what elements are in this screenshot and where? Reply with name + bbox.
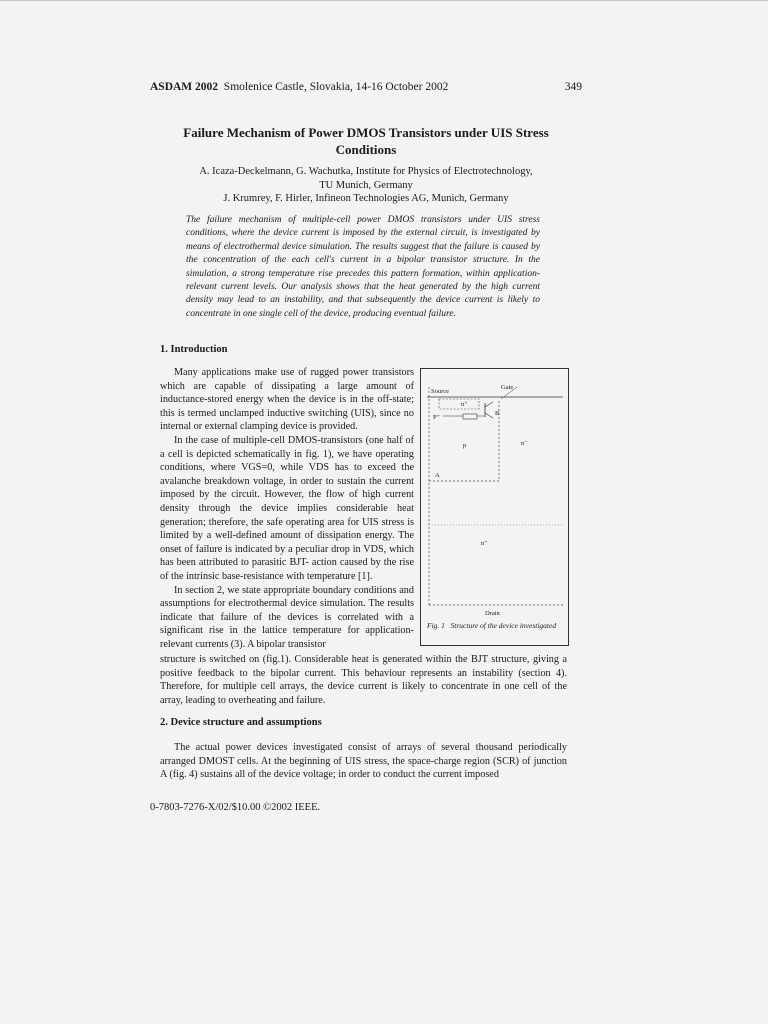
p-body-junction: [429, 401, 499, 481]
conference-name: ASDAM 2002: [150, 81, 219, 93]
author-block: [150, 165, 582, 206]
scan-edge-line: [0, 0, 768, 1]
title-line-2: Conditions: [335, 142, 397, 157]
label-drain: Drain: [485, 610, 500, 617]
intro-paragraph-3: In section 2, we state appropriate boundary conditions and assumptions for electrothermal device simulation. The results indicate that failure of the devices is correlated with a significant rise in the lattice temperature for application-relevant currents (3). A bipolar transistor: [160, 584, 414, 650]
nplus-source-region: [439, 399, 479, 409]
paper-title: [150, 124, 582, 158]
authors-line-3: J. Krumrey, F. Hirler, Infineon Technologies AG, Munich, Germany: [223, 193, 509, 204]
section-1-heading: 1. Introduction: [160, 344, 228, 355]
intro-paragraph-1: Many applications make use of rugged power transistors which are capable of dissipating a large amount of inductance-stored energy when the device is in the off-state; this is termed unclamped inductive switching (UIS), since no internal or external clamping device is provided.: [160, 367, 414, 433]
figure-1: [420, 368, 569, 646]
label-b: B: [495, 410, 500, 417]
bjt-collector-lead: [485, 402, 493, 407]
bjt-emitter-lead: [485, 413, 493, 418]
label-p: p: [463, 442, 467, 449]
copyright-footer: 0-7803-7276-X/02/$10.00 ©2002 IEEE.: [150, 802, 321, 813]
base-resistor-symbol: [463, 414, 477, 419]
running-header: [150, 81, 582, 93]
caption-text: Structure of the device investigated: [450, 621, 557, 630]
label-nplus-top: n⁺: [461, 401, 468, 408]
label-pplus: P⁺: [433, 414, 441, 421]
device-structure-diagram: [421, 369, 568, 619]
intro-continuation: [160, 653, 567, 707]
conference-location: Smolenice Castle, Slovakia, 14-16 October 2002: [223, 81, 449, 93]
intro-column: [160, 366, 414, 651]
page-number: 349: [564, 81, 582, 93]
intro-paragraph-3-continued: structure is switched on (fig.1). Considerable heat is generated within the BJT structure, giving a positive feedback to the bipolar current. This behaviour represents an instability (section 4). Therefore, for multiple cell arrays, the device current is likely to concentrate in one cell of the array, leading to overheating and failure.: [160, 654, 567, 706]
label-gate: Gate: [501, 384, 514, 391]
label-a: A: [435, 472, 440, 479]
section-2-heading: 2. Device structure and assumptions: [160, 717, 322, 728]
authors-line-1: A. Icaza-Deckelmann, G. Wachutka, Institute for Physics of Electrotechnology,: [199, 166, 533, 177]
figure-caption: [427, 621, 563, 630]
label-source: Source: [431, 388, 450, 395]
title-line-1: Failure Mechanism of Power DMOS Transistors under UIS Stress: [183, 125, 549, 140]
section-2-body: [160, 741, 567, 782]
abstract: The failure mechanism of multiple-cell power DMOS transistors under UIS stress conditions, where the device current is imposed by the external circuit, is investigated by means of electrothermal device simulation. The results suggest that the failure is caused by the concentration of the each cell's current in a bipolar transistor structure. In the simulation, a strong temperature rise precedes this pattern formation, within application-relevant current levels. Our analysis shows that the heat generated by the high current density may lead to an instability, and that subsequently the device current is likely to concentrate in one single cell of the device, producing eventual failure.: [186, 215, 540, 319]
authors-line-2: TU Munich, Germany: [319, 179, 413, 191]
label-n-minus: n⁻: [521, 440, 528, 447]
intro-paragraph-2: In the case of multiple-cell DMOS-transistors (one half of a cell is depicted schematically in fig. 1), we have operating conditions, where VGS=0, while VDS has to exceed the avalanche breakdown voltage, in order to sustain the current imposed by the circuit. However, the flow of high current density through the device implies considerable heat generation; therefore, the safe operating area for UIS stress is limited by a well-defined amount of dissipation energy. The onset of failure is indicated by a peculiar drop in VDS, which has been attributed to parasitic BJT- action caused by the rise of the intrinsic base-resistance with temperature [1].: [160, 434, 414, 582]
caption-number: Fig. 1: [427, 621, 445, 630]
label-nplus-substrate: n⁺: [481, 540, 488, 547]
section-2-paragraph-1: The actual power devices investigated consist of arrays of several thousand periodically arranged DMOST cells. At the beginning of UIS stress, the space-charge region (SCR) of junction A (fig. 4) sustains all of the device voltage; in order to conduct the current imposed: [160, 742, 567, 781]
